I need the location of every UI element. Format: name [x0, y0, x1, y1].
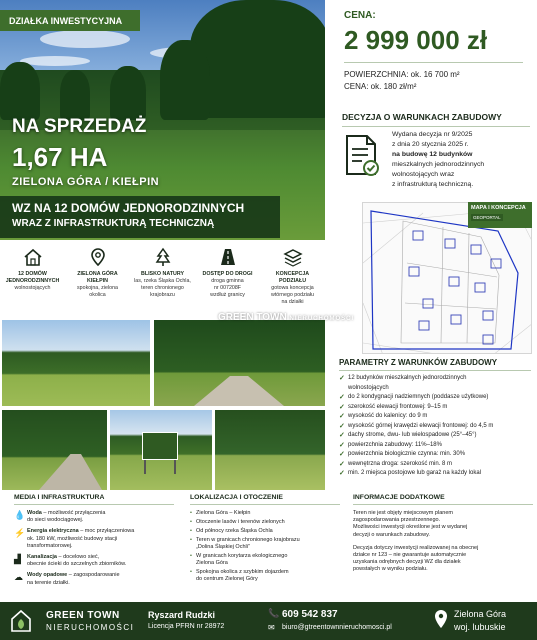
location-item: • Zielona Góra – Kiełpin [190, 510, 251, 516]
location-pin-icon [434, 609, 448, 629]
check-icon: ✓ [339, 413, 345, 420]
check-icon: ✓ [339, 403, 345, 411]
media-item: ☁ Wody opadowe – zagospodarowanie na terenie działki. [14, 572, 120, 586]
footer-brand: GREEN TOWN [46, 610, 120, 621]
feature-nature [130, 245, 195, 315]
feature-desc: spokojna, zielona okolica [77, 285, 118, 298]
water-drop-icon: 💧 [14, 510, 26, 520]
feature-desc: wolnostojących [14, 285, 51, 291]
divider [353, 504, 533, 505]
location-title: LOKALIZACJA I OTOCZENIE [190, 494, 283, 501]
phone-link[interactable]: 609 542 837 [282, 609, 338, 620]
photo-sign [110, 410, 212, 490]
watermark [218, 312, 354, 323]
decision-line: mieszkalnych jednorodzinnych [392, 161, 485, 168]
layers-icon [283, 247, 303, 267]
footer-city: Zielona Góra [454, 609, 507, 619]
feature-desc: las, rzeka Śląska Ochla, teren chronionego krajobrazu [134, 278, 191, 298]
parameter-item: ✓ dachy strome, dwu- lub wielospadowe (25°–45°) [339, 432, 477, 439]
feature-concept [260, 245, 325, 315]
divider [344, 62, 523, 63]
parameter-item: ✓ 12 budynków mieszkalnych jednorodzinnych wolnostojących [339, 375, 467, 391]
info-title: INFORMACJE DODATKOWE [353, 494, 445, 501]
price-label: CENA: [344, 10, 376, 21]
parameter-item: ✓ szerokość elewacji frontowej: 9–15 m [339, 403, 448, 411]
map-badge-title: MAPA I KONCEPCJA [471, 205, 526, 211]
price-per-m2: CENA: ok. 180 zł/m² [344, 82, 417, 91]
feature-title: ZIELONA GÓRA KIEŁPIN [77, 271, 118, 284]
check-icon: ✓ [339, 394, 345, 401]
wz-banner-line1: WZ NA 12 DOMÓW JEDNORODZINNYCH [12, 201, 245, 215]
footer-brand-sub: NIERUCHOMOŚCI [46, 623, 135, 632]
parameter-item: ✓ min. 2 miejsca postojowe lub garaż na każdy lokal [339, 470, 482, 477]
media-title: MEDIA I INFRASTRUKTURA [14, 494, 105, 501]
feature-title: DOSTĘP DO DROGI [202, 271, 253, 277]
footer-region: woj. lubuskie [454, 622, 506, 632]
agent-license: Licencja PFRN nr 28972 [148, 623, 225, 630]
check-icon: ✓ [339, 470, 345, 477]
house-leaf-logo-icon [10, 607, 32, 633]
parameter-item: ✓ do 2 kondygnacji nadziemnych (poddasze użytkowe) [339, 394, 489, 401]
watermark-brand: GREEN TOWN [218, 312, 287, 323]
check-icon: ✓ [339, 432, 345, 439]
parameter-item: ✓ wysokość do kalenicy: do 9 m [339, 413, 428, 420]
location-item: • Otoczenie lasów i terenów zielonych [190, 519, 285, 525]
check-icon: ✓ [339, 460, 345, 468]
check-icon: ✓ [339, 441, 345, 449]
wz-banner [0, 196, 280, 238]
divider [190, 504, 340, 505]
photo-road [154, 320, 325, 406]
price-panel [330, 0, 537, 108]
decision-panel [336, 112, 536, 200]
feature-road [195, 245, 260, 315]
email-icon: ✉ [268, 623, 275, 632]
parameters-title: PARAMETRY Z WARUNKÓW ZABUDOWY [339, 358, 498, 367]
parameter-item: ✓ wysokość górnej krawędzi elewacji frontowej: do 4,5 m [339, 422, 494, 430]
price-value: 2 999 000 zł [344, 25, 488, 55]
media-item: 💧 Woda – możliwość przyłączenia do sieci wodociągowej. [14, 510, 106, 524]
feature-title: 12 DOMÓW JEDNORODZINNYCH [5, 271, 60, 284]
decision-text [392, 130, 530, 190]
media-item: ⚡ Energia elektryczna – moc przyłączeniowa ok. 180 kW, możliwość budowy stacji transformatorowej. [14, 528, 135, 549]
listing-type-badge: DZIAŁKA INWESTYCYJNA [0, 10, 140, 31]
area-info: POWIERZCHNIA: ok. 16 700 m² [344, 70, 460, 79]
check-icon: ✓ [339, 375, 345, 382]
parameters-list [339, 374, 535, 479]
feature-location [65, 245, 130, 315]
hero-location: ZIELONA GÓRA / KIEŁPIN [12, 176, 160, 188]
location-item: • Od północy rzeka Śląska Ochla [190, 528, 273, 534]
info-paragraph: Teren nie jest objęty miejscowym planem zagospodarowania przestrzennego. Możliwości inwestycji określone jest w wydanej decyzji o warunkach zabudowy. [353, 510, 468, 538]
decision-line: z infrastrukturą techniczną. [392, 181, 474, 188]
feature-desc: droga gminna nr 007208F wzdłuż granicy [210, 278, 245, 298]
decision-line: wolnostojących wraz [392, 171, 455, 178]
parameter-item: ✓ powierzchnia biologicznie czynna: min. 30% [339, 451, 466, 458]
location-section [190, 494, 340, 604]
divider [339, 370, 531, 371]
feature-houses [0, 245, 65, 315]
parameter-item: ✓ wewnętrzna droga: szerokość min. 8 m [339, 460, 453, 468]
features-row [0, 245, 325, 315]
agent-name: Ryszard Rudzki [148, 610, 216, 620]
divider [342, 126, 530, 127]
location-item: • W granicach korytarza ekologicznego Zielona Góra [190, 553, 288, 566]
document-check-icon [344, 134, 380, 178]
map-badge [468, 202, 532, 228]
location-item: • Teren w granicach chronionego krajobrazu „Dolina Śląskiej Ochli” [190, 537, 300, 550]
location-pin-icon [88, 247, 108, 267]
check-icon: ✓ [339, 451, 345, 458]
wz-banner-line2: WRAZ Z INFRASTRUKTURĄ TECHNICZNĄ [12, 218, 215, 229]
check-icon: ✓ [339, 422, 345, 430]
photo-trees [2, 410, 107, 490]
watermark-sub: NIERUCHOMOŚCI [289, 316, 355, 322]
location-item: • Spokojna okolica z szybkim dojazdem do centrum Zielonej Góry [190, 569, 289, 582]
feature-desc: gotowa koncepcja wtórnego podziału na działki [271, 285, 314, 305]
photo-field [2, 320, 150, 406]
info-section [353, 494, 533, 604]
decision-line: z dnia 20 stycznia 2025 r. [392, 141, 469, 148]
parameter-item: ✓ powierzchnia zabudowy: 11%–18% [339, 441, 442, 449]
feature-title: BLISKO NATURY [141, 271, 184, 277]
map-badge-sub: GEOPORTAL [473, 215, 501, 220]
tree-icon [153, 247, 173, 267]
rain-cloud-icon: ☁ [14, 572, 23, 583]
photo-meadow [215, 410, 325, 490]
divider [14, 504, 174, 505]
pipe-icon: ▟ [14, 554, 21, 565]
media-item: ▟ Kanalizacja – docelowo sieć, obecnie ścieki do szczelnych zbiorników. [14, 554, 127, 568]
footer [0, 602, 537, 640]
email-link[interactable]: biuro@gtreentownnieruchomosci.pl [282, 624, 392, 631]
hero-area: 1,67 HA [12, 142, 108, 172]
decision-line: na budowę 12 budynków [392, 151, 473, 158]
media-section [14, 494, 174, 604]
hero-headline: NA SPRZEDAŻ [12, 116, 147, 137]
phone-icon: 📞 [268, 608, 280, 618]
decision-line: Wydana decyzja nr 9/2025 [392, 131, 473, 138]
feature-title: KONCEPCJA PODZIAŁU [275, 271, 310, 284]
lightning-icon: ⚡ [14, 528, 26, 539]
info-paragraph: Decyzja dotyczy inwestycji realizowanej na obecnej działce nr 123 – nie gwarantuje automatycznie uzyskania odrębnych decyzji WZ dla działek powstałych w wyniku podziału. [353, 544, 479, 573]
decision-title: DECYZJA O WARUNKACH ZABUDOWY [342, 112, 502, 122]
house-icon [23, 247, 43, 267]
road-icon [218, 247, 238, 267]
